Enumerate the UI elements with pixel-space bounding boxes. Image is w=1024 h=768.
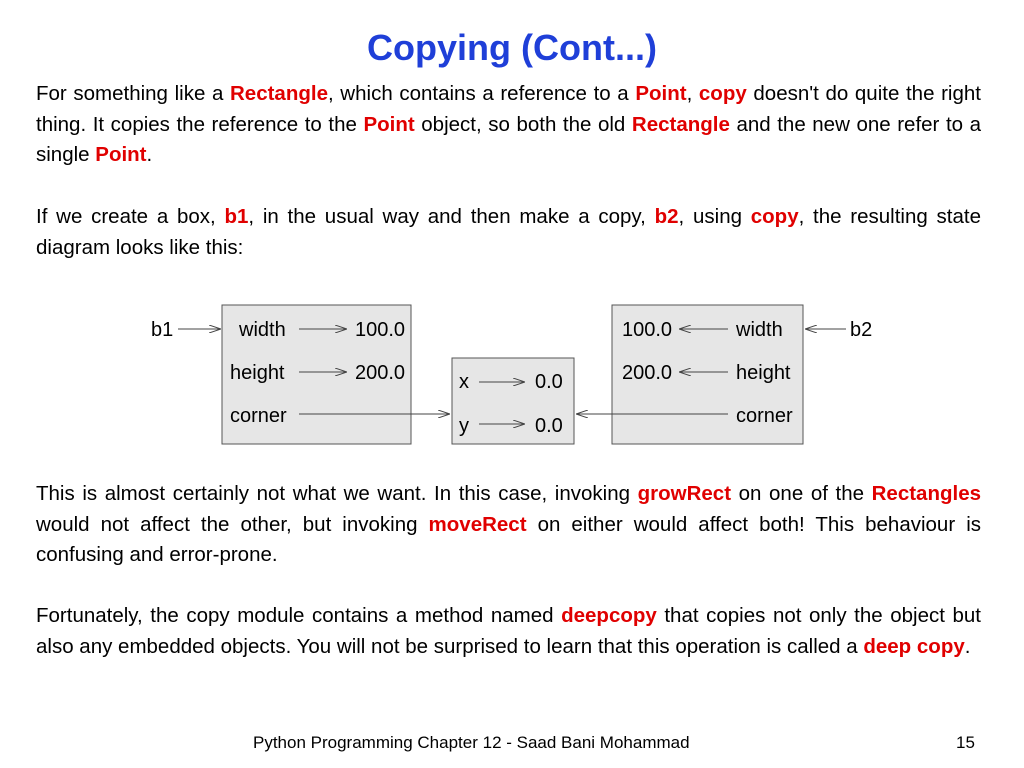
b2-label: b2	[850, 319, 873, 341]
state-diagram	[0, 290, 1024, 460]
point-x-value: 0.0	[535, 371, 563, 393]
keyword: growRect	[637, 482, 732, 505]
keyword: Rectangle	[230, 82, 328, 105]
text-run: This is almost certainly not what we want. In this case, invoking	[36, 482, 638, 505]
keyword: Point	[95, 143, 147, 166]
box2-width-label: width	[736, 319, 783, 341]
paragraph-4	[36, 601, 981, 662]
keyword: deep copy	[863, 634, 965, 658]
point-y-label: y	[459, 415, 469, 437]
keyword: b2	[654, 205, 679, 228]
box2-height-label: height	[736, 362, 791, 384]
keyword: Rectangle	[631, 112, 730, 136]
box1-corner-label: corner	[230, 405, 287, 427]
text-run: object, so both the old	[414, 112, 632, 136]
box1-height-value: 200.0	[355, 362, 406, 384]
keyword: copy	[750, 205, 799, 228]
text-run: , using	[678, 205, 751, 228]
text-run: on either would affect both! This behaviour is confusing and error-prone.	[36, 512, 981, 566]
text-run: on one of the	[731, 482, 872, 505]
text-run: , in the usual way and then make a copy,	[248, 205, 655, 228]
text-run: , which contains a reference to a	[327, 82, 636, 105]
slide-title: Copying (Cont...)	[367, 27, 657, 68]
keyword: copy	[698, 82, 747, 105]
point-x-label: x	[459, 371, 469, 393]
text-run: For something like a	[36, 82, 230, 105]
text-run: , the resulting state diagram looks like this:	[36, 205, 981, 259]
text-run: that copies not only the object but also any embedded objects. You will not be surprised to learn that this operation is called a	[36, 604, 982, 658]
box1-width-label: width	[239, 319, 286, 341]
keyword: deepcopy	[561, 604, 657, 627]
keyword: Point	[635, 82, 687, 105]
box2-height-value: 200.0	[622, 362, 673, 384]
text-run: .	[964, 634, 971, 658]
box2-corner-label: corner	[736, 405, 793, 427]
paragraph-2	[36, 202, 981, 263]
page-number: 15	[956, 733, 975, 752]
keyword: Rectangles	[871, 482, 982, 505]
paragraph-1	[36, 79, 981, 171]
box1-height-label: height	[230, 362, 285, 384]
text-run: If we create a box,	[36, 205, 225, 228]
text-run: .	[146, 143, 153, 166]
footer-text: Python Programming Chapter 12 - Saad Bani Mohammad	[253, 733, 690, 752]
text-run: ,	[686, 82, 699, 105]
paragraph-3	[36, 479, 981, 571]
text-run: Fortunately, the copy module contains a method named	[36, 604, 562, 627]
box2-width-value: 100.0	[622, 319, 673, 341]
text-run: doesn't do quite the right thing. It copies the reference to the	[36, 82, 981, 136]
b1-label: b1	[151, 319, 174, 341]
keyword: b1	[224, 205, 249, 228]
keyword: Point	[363, 112, 415, 136]
keyword: moveRect	[428, 512, 527, 536]
point-y-value: 0.0	[535, 415, 563, 437]
box1-width-value: 100.0	[355, 319, 406, 341]
text-run: and the new one refer to a single	[36, 112, 982, 166]
text-run: would not affect the other, but invoking	[36, 512, 429, 536]
